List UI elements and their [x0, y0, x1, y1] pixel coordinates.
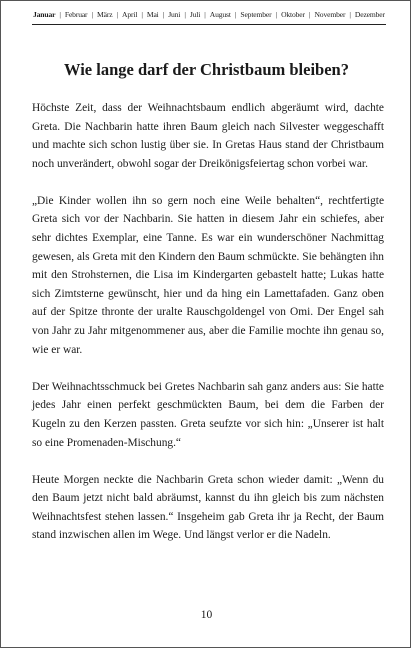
month-separator: |	[234, 10, 237, 19]
month-link-8[interactable]: September	[240, 10, 272, 19]
month-link-4[interactable]: Mai	[146, 10, 159, 19]
month-link-6[interactable]: Juli	[189, 10, 201, 19]
month-separator: |	[162, 10, 165, 19]
month-separator: |	[349, 10, 351, 19]
month-separator: |	[184, 10, 186, 19]
month-separator: |	[275, 10, 277, 19]
month-link-5[interactable]: Juni	[168, 10, 181, 19]
month-link-1[interactable]: Februar	[64, 10, 88, 19]
page-number: 10	[200, 609, 213, 621]
month-separator: |	[309, 10, 311, 19]
month-link-9[interactable]: Oktober	[281, 10, 305, 19]
month-link-10[interactable]: November	[314, 10, 346, 19]
navigation-divider	[32, 24, 386, 25]
month-navigation	[32, 10, 386, 20]
body-text	[32, 99, 384, 563]
paragraph-2: „Die Kinder wollen ihn so gern noch eine Weile behalten“, rechtfertigte Greta sich vor der Nachbarin. Sie hatten in diesem Jahr ein schiefes, aber sehr dichtes Exemplar, eine Tanne. Es war ein wunderschöner Nachmittag gewesen, als Greta mit den Kindern den Baum schmückte. Sie behängten ihn mit den Strohsternen, die Lisa im Kindergarten gebastelt hatte; Lukas hatte sich Zimtsterne gewünscht, hier und da hing ein Lamettafaden. Ganz oben auf der Spitze thronte der uralte Rauschgoldengel von Omi. Der Engel sah von Jahr zu Jahr mitgenommener aus, aber die Familie mochte ihn genau so, wie er war.	[32, 194, 384, 356]
month-link-2[interactable]: März	[97, 10, 113, 19]
month-link-0[interactable]: Januar	[33, 10, 56, 19]
month-separator: |	[116, 10, 118, 19]
month-link-11[interactable]: Dezember	[354, 10, 385, 19]
month-separator: |	[204, 10, 206, 19]
paragraph-3: Der Weihnachtsschmuck bei Gretes Nachbarin sah ganz anders aus: Sie hatte jedes Jahr einen perfekt geschmückten Baum, bei dem die Farben der Kugeln zu den Kerzen passten. Greta seufzte vor sich hin: „Unserer ist halt so eine Promenaden-Mischung.“	[32, 380, 384, 449]
month-separator: |	[59, 10, 61, 19]
paragraph-1: Höchste Zeit, dass der Weihnachtsbaum endlich abgeräumt wird, dachte Greta. Die Nachbarin hatte ihren Baum gleich nach Silvester weggeschafft und machte sich schon lustig über sie. In Gretas Haus stand der Christbaum noch unverändert, obwohl sogar der Dreikönigsfeiertag schon vorbei war.	[32, 102, 384, 170]
page-title: Wie lange darf der Christbaum bleiben?	[64, 60, 349, 79]
month-link-7[interactable]: August	[209, 10, 231, 19]
paragraph-4: Heute Morgen neckte die Nachbarin Greta schon wieder damit: „Wenn du den Baum jetzt nicht bald abräumst, kannst du ihn gleich bis zum nächsten Weihnachtsfest stehen lassen.“ Insgeheim gab Greta ihr ja Recht, der Baum stand inzwischen allen im Wege. Und längst verlor er die Nadeln.	[32, 473, 384, 542]
month-separator: |	[91, 10, 93, 19]
month-link-3[interactable]: April	[122, 10, 138, 19]
month-separator: |	[141, 10, 143, 19]
